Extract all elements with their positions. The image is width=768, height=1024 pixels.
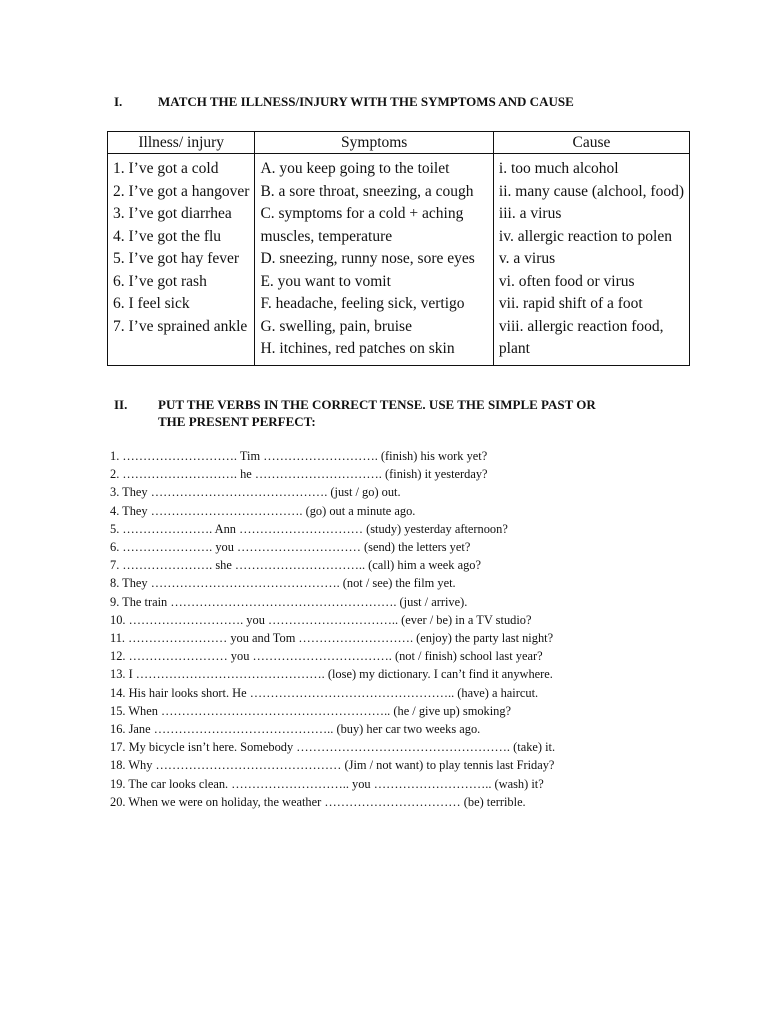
symptoms-column <box>255 154 493 366</box>
header-illness: Illness/ injury <box>108 132 255 154</box>
exercise-item: 16. Jane …………………………………….. (buy) her car two weeks ago. <box>110 722 481 737</box>
illness-item: 7. I’ve sprained ankle <box>113 317 248 335</box>
cause-item: i. too much alcohol <box>498 160 619 177</box>
illness-item: 5. I’ve got hay fever <box>113 250 240 267</box>
symptom-item: C. symptoms for a cold + aching <box>260 205 464 222</box>
symptom-item: H. itchines, red patches on skin <box>260 340 455 357</box>
exercise-item: 4. They ………………………………. (go) out a minute ago. <box>110 503 416 518</box>
symptom-item: muscles, temperature <box>260 227 393 245</box>
illness-item: 6. I’ve got rash <box>113 272 207 290</box>
exercise-item: 12. …………………… you ……………………………. (not / finish) school last year? <box>110 649 543 664</box>
exercise-item: 18. Why ……………………………………… (Jim / not want) to play tennis last Friday? <box>110 758 555 773</box>
section-1-number: I. <box>114 94 123 109</box>
exercise-item: 1. ………………………. Tim ………………………. (finish) his work yet? <box>110 449 488 463</box>
exercise-item: 14. His hair looks short. He ………………………………………….. (have) a haircut. <box>110 685 539 700</box>
exercise-item: 11. …………………… you and Tom ………………………. (enjoy) the party last night? <box>110 631 554 646</box>
matching-table <box>107 131 690 366</box>
exercise-item: 8. They ………………………………………. (not / see) the film yet. <box>110 576 456 591</box>
symptom-item: G. swelling, pain, bruise <box>260 317 412 335</box>
cause-item: plant <box>498 340 530 357</box>
exercise-item: 6. …………………. you ………………………… (send) the letters yet? <box>110 540 471 555</box>
exercise-item: 19. The car looks clean. ……………………….. you ……………………….. (wash) it? <box>110 776 544 791</box>
table-header-row <box>108 132 690 154</box>
exercise-item: 10. ………………………. you ………………………….. (ever / be) in a TV studio? <box>110 612 532 627</box>
illness-item: 6. I feel sick <box>113 295 190 312</box>
illness-item: 1. I’ve got a cold <box>113 160 219 177</box>
exercise-item: 5. …………………. Ann ………………………… (study) yesterday afternoon? <box>110 521 508 536</box>
cause-item: v. a virus <box>498 250 556 267</box>
cause-item: iii. a virus <box>498 205 562 222</box>
section-1-title: MATCH THE ILLNESS/INJURY WITH THE SYMPTOMS AND CAUSE <box>158 94 574 109</box>
exercise-item: 9. The train ………………………………………………. (just / arrive). <box>110 594 468 609</box>
section-2-title: PUT THE VERBS IN THE CORRECT TENSE. USE THE SIMPLE PAST OR THE PRESENT PERFECT: <box>158 397 596 429</box>
header-cause: Cause <box>493 132 689 154</box>
cause-item: viii. allergic reaction food, <box>498 317 664 335</box>
section-2-number: II. <box>114 397 128 412</box>
symptom-item: F. headache, feeling sick, vertigo <box>260 295 465 312</box>
exercise-item: 17. My bicycle isn’t here. Somebody ……………………………………………. (take) it. <box>110 740 556 755</box>
illness-item: 4. I’ve got the flu <box>113 227 222 245</box>
illness-item: 2. I’ve got a hangover <box>113 182 250 200</box>
causes-column <box>493 154 689 366</box>
cause-item: iv. allergic reaction to polen <box>498 227 672 245</box>
exercise-list <box>110 447 555 811</box>
exercise-item: 7. …………………. she ………………………….. (call) him a week ago? <box>110 558 481 573</box>
exercise-item: 15. When ……………………………………………….. (he / give up) smoking? <box>110 703 512 718</box>
header-symptoms: Symptoms <box>255 132 493 154</box>
cause-item: vi. often food or virus <box>498 272 635 290</box>
exercise-item: 20. When we were on holiday, the weather …………………………… (be) terrible. <box>110 794 526 809</box>
exercise-item: 3. They ……………………………………. (just / go) out. <box>110 485 401 500</box>
symptom-item: B. a sore throat, sneezing, a cough <box>260 182 474 200</box>
symptom-item: E. you want to vomit <box>260 272 391 290</box>
illness-item: 3. I’ve got diarrhea <box>113 205 232 222</box>
symptom-item: D. sneezing, runny nose, sore eyes <box>260 250 475 267</box>
cause-item: ii. many cause (alchool, food) <box>498 182 684 200</box>
cause-item: vii. rapid shift of a foot <box>498 295 643 312</box>
table-body-row <box>108 154 690 366</box>
exercise-item: 2. ………………………. he …………………………. (finish) it yesterday? <box>110 467 488 482</box>
symptom-item: A. you keep going to the toilet <box>260 160 450 177</box>
illness-column <box>108 154 255 366</box>
exercise-item: 13. I ………………………………………. (lose) my dictionary. I can’t find it anywhere. <box>110 667 553 682</box>
